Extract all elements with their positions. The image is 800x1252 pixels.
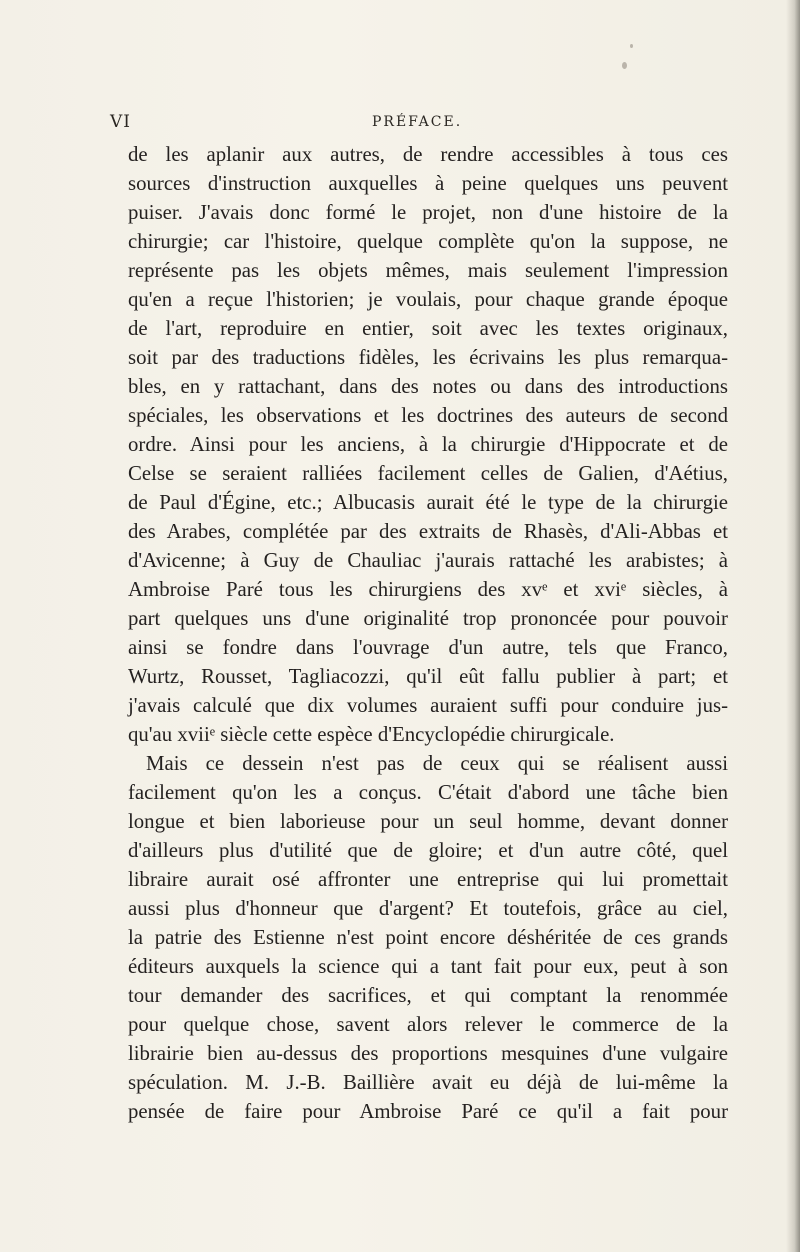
text-line: Ambroise Paré tous les chirurgiens des xvᵉ et xviᵉ siècles, à <box>128 578 728 601</box>
text-line: qu'au xviiᵉ siècle cette espèce d'Encyclopédie chirurgicale. <box>128 723 615 746</box>
text-line: d'ailleurs plus d'utilité que de gloire; et d'un autre côté, quel <box>128 839 728 862</box>
ink-speck <box>622 62 627 69</box>
text-line: bles, en y rattachant, dans des notes ou dans des introductions <box>128 375 728 398</box>
text-line: tour demander des sacrifices, et qui comptant la renommée <box>128 984 728 1007</box>
text-line: spéciales, les observations et les doctrines des auteurs de second <box>128 404 728 427</box>
ink-speck <box>630 44 633 48</box>
text-line: Celse se seraient ralliées facilement celles de Galien, d'Aétius, <box>128 462 728 485</box>
text-line: Wurtz, Rousset, Tagliacozzi, qu'il eût fallu publier à part; et <box>128 665 728 688</box>
text-line: ordre. Ainsi pour les anciens, à la chirurgie d'Hippocrate et de <box>128 433 728 456</box>
text-line: part quelques uns d'une originalité trop prononcée pour pouvoir <box>128 607 728 630</box>
paragraph-start-line: Mais ce dessein n'est pas de ceux qui se réalisent aussi <box>146 752 728 775</box>
text-line: ainsi se fondre dans l'ouvrage d'un autre, tels que Franco, <box>128 636 728 659</box>
text-line: de les aplanir aux autres, de rendre accessibles à tous ces <box>128 143 728 166</box>
page-header <box>110 106 750 136</box>
text-line: longue et bien laborieuse pour un seul homme, devant donner <box>128 810 728 833</box>
text-line: de l'art, reproduire en entier, soit avec les textes originaux, <box>128 317 728 340</box>
running-head: PRÉFACE. <box>372 114 463 130</box>
text-line: pour quelque chose, savent alors relever le commerce de la <box>128 1013 728 1036</box>
text-line: libraire aurait osé affronter une entreprise qui lui promettait <box>128 868 728 891</box>
text-line: facilement qu'on les a conçus. C'était d'abord une tâche bien <box>128 781 728 804</box>
page-edge-shadow <box>786 0 800 1252</box>
text-line: aussi plus d'honneur que d'argent? Et toutefois, grâce au ciel, <box>128 897 728 920</box>
text-line: représente pas les objets mêmes, mais seulement l'impression <box>128 259 728 282</box>
text-line: la patrie des Estienne n'est point encore déshéritée de ces grands <box>128 926 728 949</box>
text-line: sources d'instruction auxquelles à peine quelques uns peuvent <box>128 172 728 195</box>
text-line: librairie bien au-dessus des proportions mesquines d'une vulgaire <box>128 1042 728 1065</box>
text-line: soit par des traductions fidèles, les écrivains les plus remarqua- <box>128 346 728 369</box>
text-line: des Arabes, complétée par des extraits de Rhasès, d'Ali-Abbas et <box>128 520 728 543</box>
text-line: d'Avicenne; à Guy de Chauliac j'aurais rattaché les arabistes; à <box>128 549 728 572</box>
text-line: qu'en a reçue l'historien; je voulais, pour chaque grande époque <box>128 288 728 311</box>
text-line: j'avais calculé que dix volumes auraient suffi pour conduire jus- <box>128 694 728 717</box>
text-line: pensée de faire pour Ambroise Paré ce qu'il a fait pour <box>128 1100 728 1123</box>
text-line: de Paul d'Égine, etc.; Albucasis aurait été le type de la chirurgie <box>128 491 728 514</box>
text-line: chirurgie; car l'histoire, quelque complète qu'on la suppose, ne <box>128 230 728 253</box>
body-text <box>128 140 728 1126</box>
text-line: puiser. J'avais donc formé le projet, non d'une histoire de la <box>128 201 728 224</box>
page-number: VI <box>110 112 131 132</box>
text-line: éditeurs auxquels la science qui a tant fait pour eux, peut à son <box>128 955 728 978</box>
text-line: spéculation. M. J.-B. Baillière avait eu déjà de lui-même la <box>128 1071 728 1094</box>
